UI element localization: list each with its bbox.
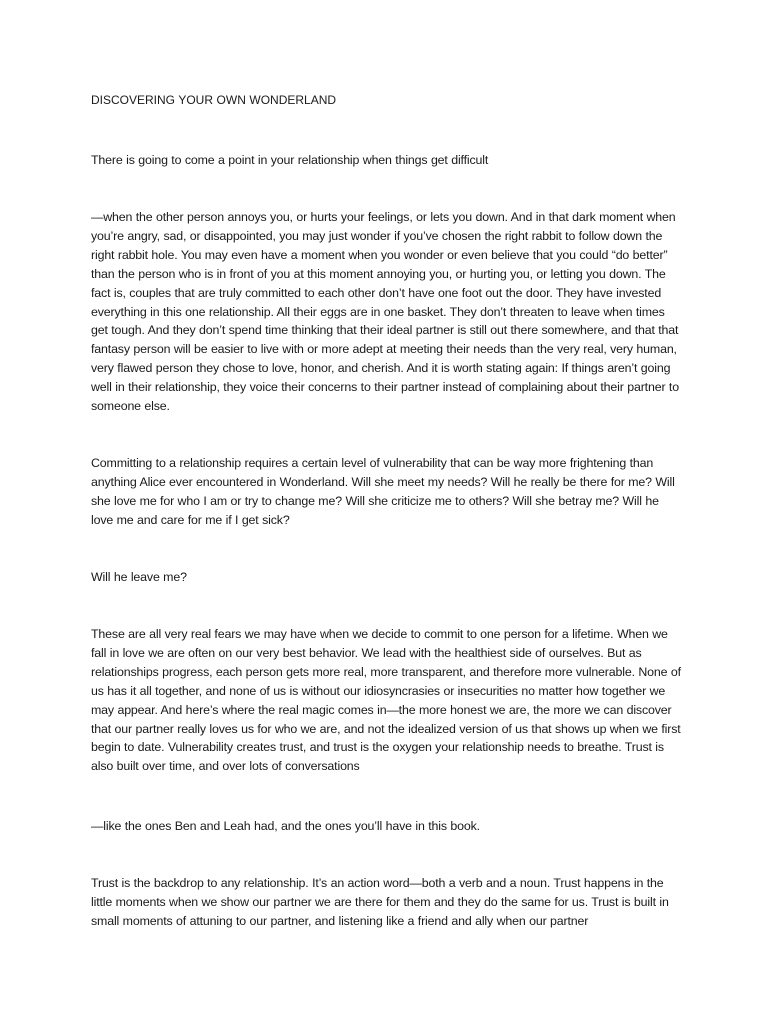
- paragraph-5: These are all very real fears we may have when we decide to commit to one person for a lifetime. When we fall in love we are often on our very best behavior. We lead with the healthiest side of ourselves. But as relationships progress, each person gets more real, more transparent, and therefore more vulnerable. None of us has it all together, and none of us is without our idiosyncrasies or insecurities no matter how together we may appear. And here’s where the real magic comes in—the more honest we are, the more we can discover that our partner really loves us for who we are, and not the idealized version of us that shows up when we first begin to date. Vulnerability creates trust, and trust is the oxygen your relationship needs to breathe. Trust is also built over time, and over lots of conversations: [91, 627, 681, 774]
- document-title: DISCOVERING YOUR OWN WONDERLAND: [91, 93, 337, 107]
- paragraph-6: —like the ones Ben and Leah had, and the ones you’ll have in this book.: [91, 819, 480, 833]
- paragraph-3: Committing to a relationship requires a certain level of vulnerability that can be way more frightening than anything Alice ever encountered in Wonderland. Will she meet my needs? Will he really be there for me? Will she love me for who I am or try to change me? Will she criticize me to others? Will she betray me? Will he love me and care for me if I get sick?: [91, 456, 675, 527]
- paragraph-2: —when the other person annoys you, or hurts your feelings, or lets you down. And in that dark moment when you’re angry, sad, or disappointed, you may just wonder if you’ve chosen the right rabbit to follow down the right rabbit hole. You may even have a moment when you wonder or even believe that you could “do better” than the person who is in front of you at this moment annoying you, or hurting you, or letting you down. The fact is, couples that are truly committed to each other don’t have one foot out the door. They have invested everything in this one relationship. All their eggs are in one basket. They don’t threaten to leave when times get tough. And they don’t spend time thinking that their ideal partner is still out there somewhere, and that that fantasy person will be easier to live with or more adept at meeting their needs than the very real, very human, very flawed person they chose to love, honor, and cherish. And it is worth stating again: If things aren’t going well in their relationship, they voice their concerns to their partner instead of complaining about their partner to someone else.: [91, 210, 679, 414]
- paragraph-4: Will he leave me?: [91, 570, 187, 584]
- paragraph-1: There is going to come a point in your relationship when things get difficult: [91, 153, 489, 167]
- paragraph-7: Trust is the backdrop to any relationship. It’s an action word—both a verb and a noun. Trust happens in the little moments when we show our partner we are there for them and they do the same for us. Trust is built in small moments of attuning to our partner, and listening like a friend and ally when our partner: [91, 876, 669, 928]
